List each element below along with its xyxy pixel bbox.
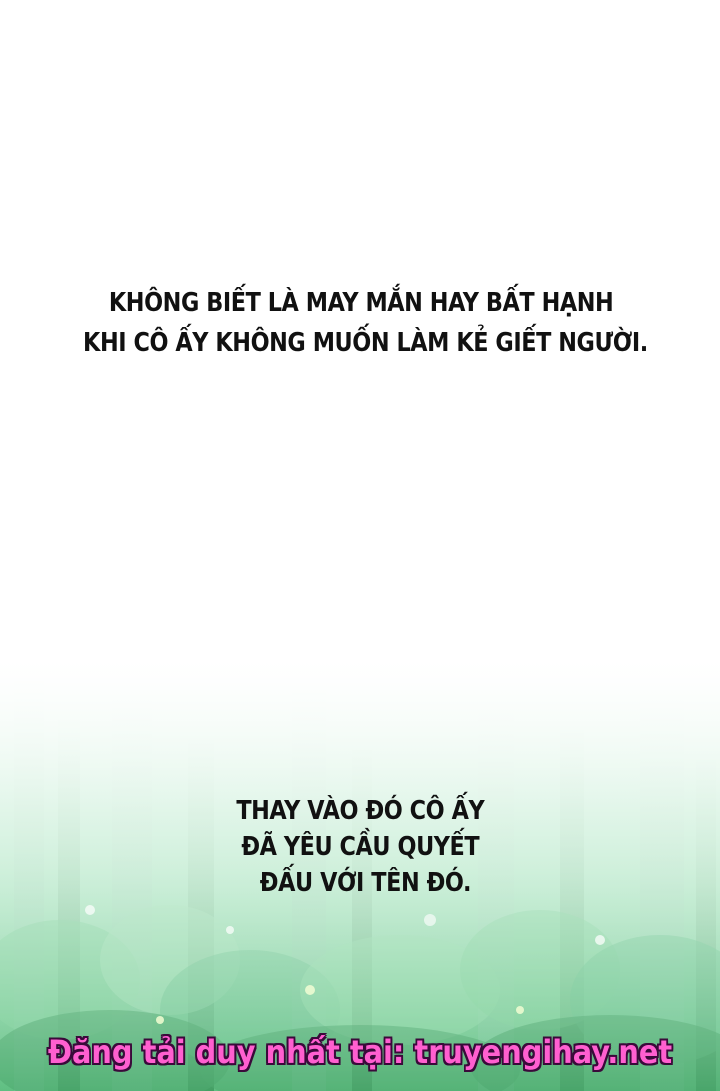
narration-bottom-line-2: ĐÃ YÊU CẦU QUYẾT <box>241 832 480 862</box>
narration-top <box>52 283 671 363</box>
site-watermark: Đăng tải duy nhất tại: truyengihay.net <box>47 1033 673 1071</box>
narration-bottom <box>51 793 670 901</box>
narration-bottom-line-1: THAY VÀO ĐÓ CÔ ẤY <box>236 796 485 826</box>
narration-top-line-2: KHI CÔ ẤY KHÔNG MUỐN LÀM KẺ GIẾT NGƯỜI. <box>83 328 648 358</box>
narration-top-line-1: KHÔNG BIẾT LÀ MAY MẮN HAY BẤT HẠNH <box>108 288 614 318</box>
narration-bottom-line-3: ĐẤU VỚI TÊN ĐÓ. <box>259 868 472 898</box>
